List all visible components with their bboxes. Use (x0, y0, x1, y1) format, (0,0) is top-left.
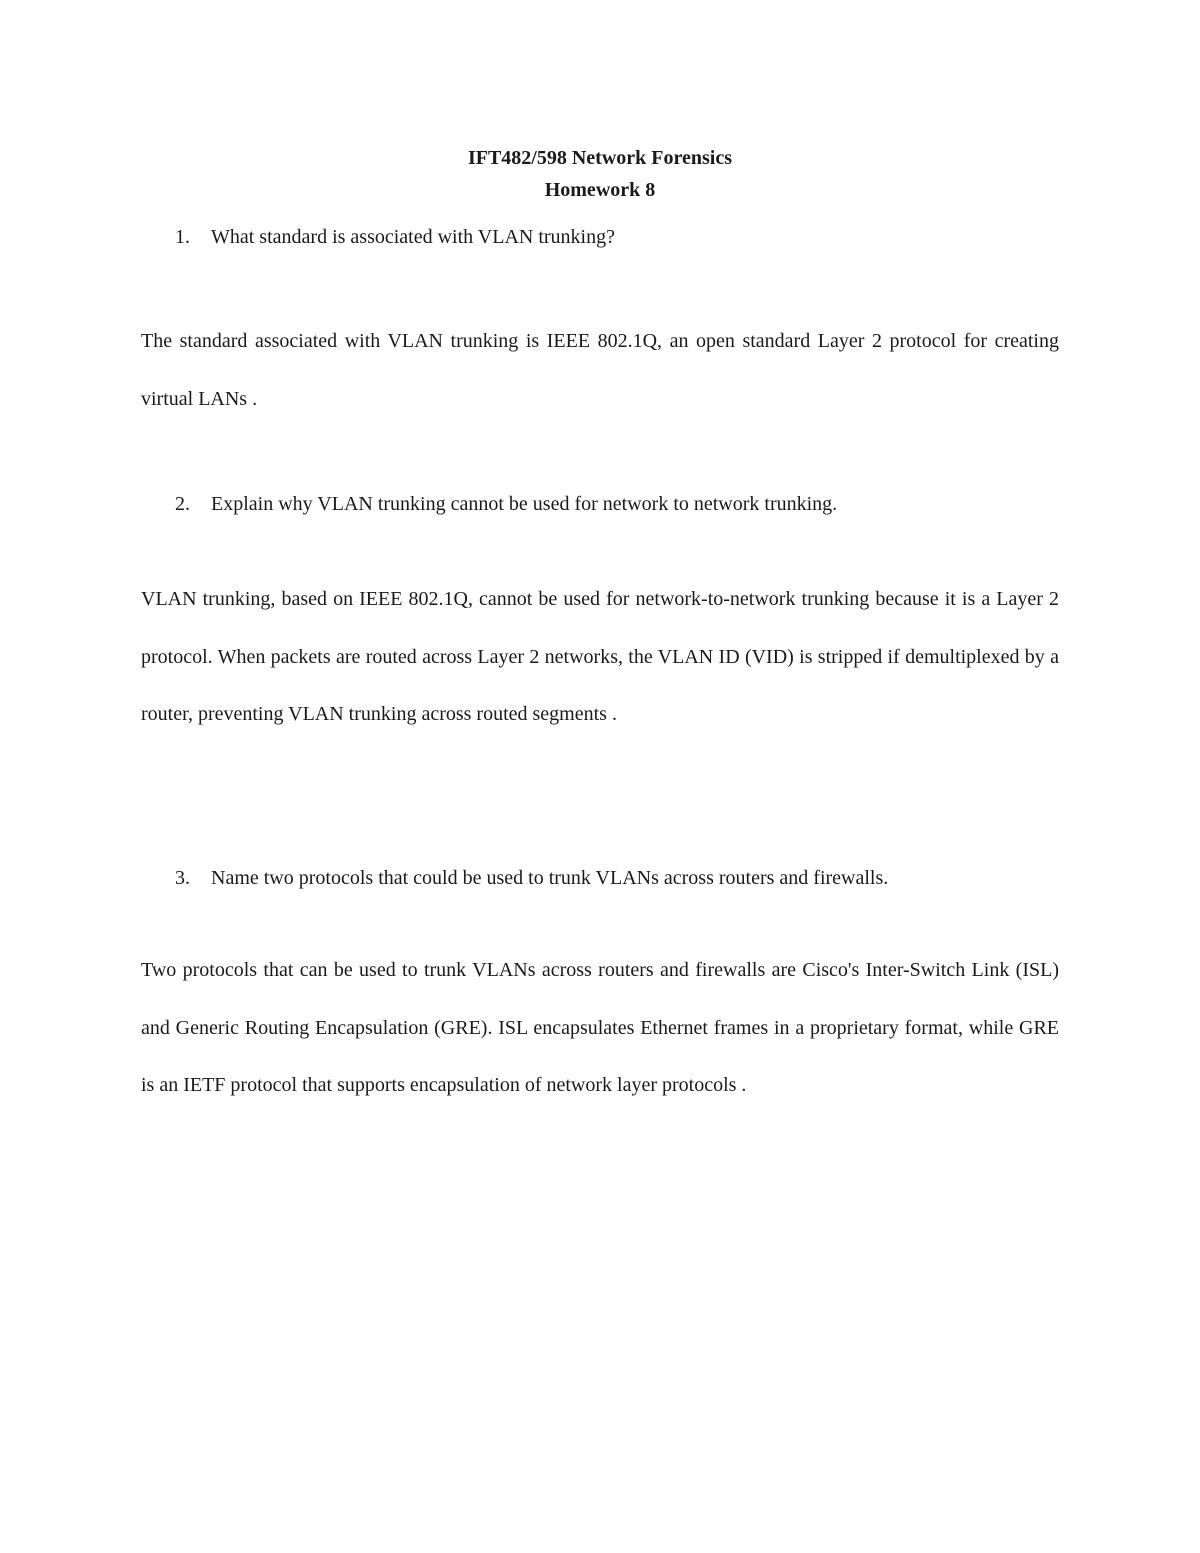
question-text: Name two protocols that could be used to trunk VLANs across routers and firewalls. (211, 867, 889, 889)
answer-1: The standard associated with VLAN trunking is IEEE 802.1Q, an open standard Layer 2 protocol for creating virtual LANs . (141, 330, 1059, 410)
question-number: 3. (175, 867, 190, 889)
question-number: 1. (175, 226, 190, 248)
question-2 (175, 489, 1075, 519)
question-3 (175, 863, 1075, 893)
question-text: Explain why VLAN trunking cannot be used for network to network trunking. (211, 493, 838, 515)
assignment-title: Homework 8 (544, 179, 656, 201)
answer-3: Two protocols that can be used to trunk VLANs across routers and firewalls are Cisco's Inter-Switch Link (ISL) and Generic Routing Encapsulation (GRE). ISL encapsulates Ethernet frames in a proprietary format, while GRE is an IETF protocol that supports encapsulation of network layer protocols . (141, 959, 1059, 1097)
document-header (0, 142, 1200, 206)
question-1 (175, 222, 1075, 252)
question-text: What standard is associated with VLAN trunking? (211, 226, 615, 248)
question-number: 2. (175, 493, 190, 515)
answer-2: VLAN trunking, based on IEEE 802.1Q, cannot be used for network-to-network trunking because it is a Layer 2 protocol. When packets are routed across Layer 2 networks, the VLAN ID (VID) is stripped if demultiplexed by a router, preventing VLAN trunking across routed segments . (141, 588, 1059, 726)
course-title: IFT482/598 Network Forensics (467, 147, 733, 169)
